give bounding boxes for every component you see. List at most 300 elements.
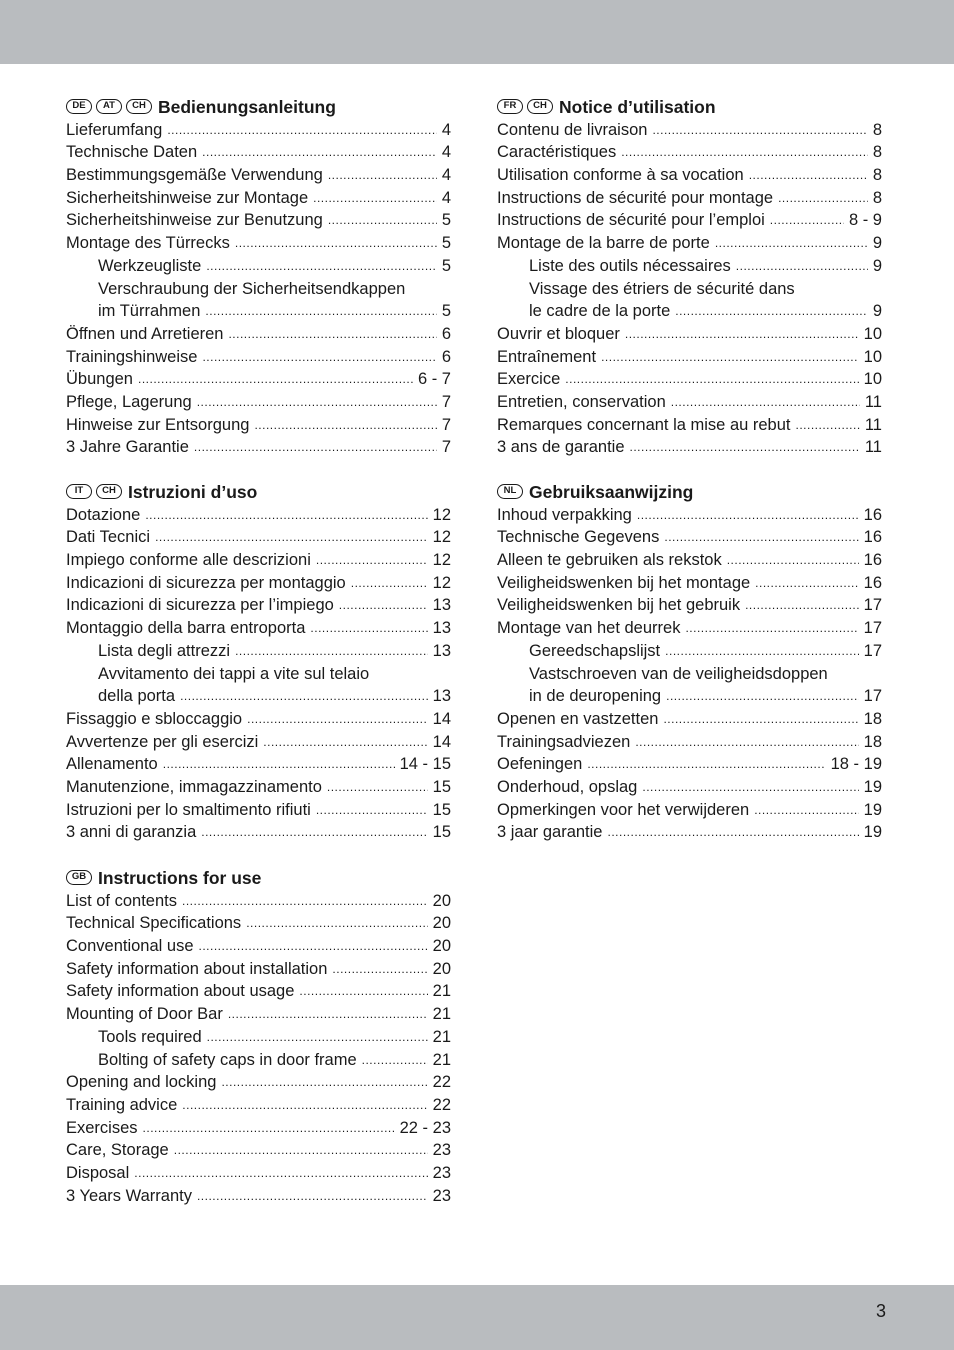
toc-entry [66,774,451,797]
toc-entry-title: Opening and locking [66,1073,217,1092]
toc-entry-title: Entraînement [497,347,597,366]
section-title: Gebruiksaanwijzing [529,482,694,502]
language-badge-icon: NL [497,484,523,499]
dot-leader [228,329,436,339]
dot-leader [652,125,867,135]
toc-entry [66,1092,451,1115]
toc-entry [497,230,882,253]
section-heading [497,478,882,502]
toc-entry [497,615,882,638]
toc-entry-continued: Avvitamento dei tappi a vite sul telaio [98,664,370,683]
toc-entry-page: 15 [432,800,451,819]
toc-entry-page: 13 [432,596,451,615]
toc-entry-title: Lieferumfang [66,120,163,139]
dot-leader [316,805,428,815]
toc-entry-title: Liste des outils nécessaires [529,256,731,275]
toc-entry-title: 3 anni di garanzia [66,823,197,842]
toc-entry [66,1183,451,1206]
toc-entry-page: 22 - 23 [399,1118,451,1137]
dot-leader [666,691,859,701]
section-heading [497,93,882,117]
dot-leader [247,714,428,724]
section-title: Istruzioni d’uso [128,482,258,502]
section-title: Notice d’utilisation [559,97,716,117]
toc-entry-page: 18 - 19 [830,755,882,774]
dot-leader [134,1168,427,1178]
dot-leader [630,442,860,452]
toc-entry-page: 6 [441,324,451,343]
toc-entry-page: 19 [863,800,882,819]
dot-leader [754,805,858,815]
toc-entry-page: 4 [441,143,451,162]
dot-leader [328,170,437,180]
toc-entry [66,547,451,570]
toc-entry-page: 14 [432,732,451,751]
toc-entry [66,593,451,616]
toc-entry-title: Montage van het deurrek [497,619,681,638]
toc-entry-page: 17 [863,687,882,706]
toc-entry [497,684,882,707]
toc-entry [66,1070,451,1093]
toc-entry-title: 3 Jahre Garantie [66,438,189,457]
toc-entry-title: Öffnen und Arretieren [66,324,224,343]
dot-leader [316,555,428,565]
footer-band [0,1285,954,1350]
toc-entry-page: 21 [432,1050,451,1069]
dot-leader [145,510,427,520]
dot-leader [565,374,858,384]
toc-entry-title: Technical Specifications [66,914,242,933]
toc-entry [66,185,451,208]
dot-leader [206,261,436,271]
toc-entry-page: 12 [432,573,451,592]
toc-entry-title: Exercises [66,1118,138,1137]
toc-entry [497,117,882,140]
toc-entry-continued: Vissage des étriers de sécurité dans [529,279,795,298]
toc-entry [497,570,882,593]
language-badges [66,484,122,499]
toc-entry [497,412,882,435]
toc-entry-title: Instructions de sécurité pour l’emploi [497,211,765,230]
toc-entry [66,299,451,322]
toc-entry [66,1160,451,1183]
section-heading [66,93,451,117]
dot-leader [745,600,859,610]
toc-entry-page: 14 [432,709,451,728]
language-badges [497,99,553,114]
toc-entry-page: 10 [863,370,882,389]
toc-entry-title: Impiego conforme alle descrizioni [66,551,311,570]
dot-leader [664,532,858,542]
toc-entry-page: 5 [441,302,451,321]
toc-entry [66,208,451,231]
toc-entry-page: 13 [432,619,451,638]
toc-entry [497,435,882,458]
toc-entry-page: 5 [441,211,451,230]
toc-entry-title: Onderhoud, opslag [497,777,638,796]
dot-leader [770,215,844,225]
toc-entry-title: Indicazioni di sicurezza per l’impiego [66,596,334,615]
dot-leader [201,827,427,837]
toc-entry-page: 16 [863,528,882,547]
toc-entry [497,389,882,412]
toc-entry [497,208,882,231]
toc-entry-title: 3 Years Warranty [66,1186,192,1205]
section-title: Instructions for use [98,868,262,888]
dot-leader [327,782,428,792]
toc-entry [497,140,882,163]
toc-entry [66,1047,451,1070]
toc-entry-title: Dotazione [66,505,141,524]
dot-leader [221,1077,427,1087]
dot-leader [143,1123,395,1133]
toc-entry [497,774,882,797]
dot-leader [174,1145,428,1155]
toc-entry-title: Opmerkingen voor het verwijderen [497,800,750,819]
toc-entry-page: 8 - 9 [848,211,882,230]
toc-entry-page: 22 [432,1073,451,1092]
toc-entry [66,570,451,593]
toc-entry-page: 8 [872,143,882,162]
toc-section-nl [497,478,882,842]
toc-entry-title: Bolting of safety caps in door frame [98,1050,357,1069]
toc-entry [66,162,451,185]
toc-entry [66,615,451,638]
toc-entry [66,321,451,344]
toc-entry-title: Mounting of Door Bar [66,1005,223,1024]
toc-entry-title: Tools required [98,1027,202,1046]
toc-entry [497,299,882,322]
dot-leader [637,510,859,520]
toc-entry-continued: Vastschroeven van de veiligheidsdoppen [529,664,828,683]
toc-entry-page: 18 [863,732,882,751]
toc-entry-page: 20 [432,959,451,978]
toc-entry-page: 8 [872,166,882,185]
toc-entry-page: 19 [863,777,882,796]
toc-entry-page: 8 [872,188,882,207]
language-badge-icon: IT [66,484,92,499]
toc-entry-title: Indicazioni di sicurezza per montaggio [66,573,346,592]
toc-entry [66,117,451,140]
toc-entry-page: 17 [863,619,882,638]
language-badge-icon: GB [66,870,92,885]
toc-entry-title: Veiligheidswenken bij het gebruik [497,596,741,615]
toc-entry-title: Alleen te gebruiken als rekstok [497,551,722,570]
toc-entry-title: Istruzioni per lo smaltimento rifiuti [66,800,311,819]
toc-entry [66,253,451,276]
toc-entry [497,185,882,208]
dot-leader [715,238,868,248]
dot-leader [299,986,427,996]
section-heading [66,478,451,502]
toc-entry-title: Trainingsadviezen [497,732,631,751]
dot-leader [194,442,437,452]
dot-leader [207,1032,428,1042]
dot-leader [235,238,437,248]
toc-entry-page: 23 [432,1163,451,1182]
toc-entry-page: 9 [872,234,882,253]
toc-entry-page: 7 [441,392,451,411]
toc-entry-title: Manutenzione, immagazzinamento [66,777,322,796]
toc-entry-page: 21 [432,1005,451,1024]
dot-leader [685,623,858,633]
toc-entry-page: 21 [432,982,451,1001]
toc-entry-page: 4 [441,166,451,185]
dot-leader [727,555,859,565]
toc-entry-title: List of contents [66,891,177,910]
toc-entry-title: Werkzeugliste [98,256,202,275]
language-badge-icon: AT [96,99,122,114]
dot-leader [635,737,858,747]
toc-entry [66,140,451,163]
dot-leader [263,737,427,747]
toc-entry [497,525,882,548]
toc-entry [66,979,451,1002]
toc-entry-page: 23 [432,1186,451,1205]
toc-entry-title: Hinweise zur Entsorgung [66,415,250,434]
toc-entry-page: 23 [432,1141,451,1160]
toc-entry-title: Montaggio della barra entroporta [66,619,306,638]
toc-entry-page: 20 [432,891,451,910]
toc-entry-page: 13 [432,687,451,706]
dot-leader [351,578,428,588]
toc-entry [497,820,882,843]
toc-entry-title: Contenu de livraison [497,120,648,139]
toc-entry [497,797,882,820]
dot-leader [235,646,428,656]
toc-entry-title: Allenamento [66,755,158,774]
toc-entry [66,729,451,752]
toc-entry [66,230,451,253]
toc-entry [66,933,451,956]
toc-entry-title: Remarques concernant la mise au rebut [497,415,791,434]
toc-section-fr [497,93,882,457]
toc-entry-title: Montage de la barre de porte [497,234,710,253]
toc-entry-page: 14 - 15 [399,755,451,774]
toc-entry [66,956,451,979]
toc-entry [497,502,882,525]
toc-entry-page: 7 [441,415,451,434]
toc-entry-page: 17 [863,641,882,660]
section-title: Bedienungsanleitung [158,97,336,117]
toc-entry-title: Inhoud verpakking [497,505,632,524]
dot-leader [621,147,868,157]
toc-entry-title: Entretien, conservation [497,392,666,411]
language-badge-icon: CH [527,99,553,114]
toc-entry-page: 21 [432,1027,451,1046]
dot-leader [180,691,428,701]
dot-leader [778,193,868,203]
toc-entry [497,321,882,344]
toc-entry-page: 19 [863,823,882,842]
toc-entry [497,367,882,390]
toc-entry [66,797,451,820]
dot-leader [182,1100,427,1110]
language-badges [66,99,152,114]
toc-entry-page: 15 [432,823,451,842]
toc-entry-page: 12 [432,551,451,570]
dot-leader [362,1055,428,1065]
dot-leader [675,306,868,316]
toc-entry-title: Montage des Türrecks [66,234,230,253]
toc-entry-title: Übungen [66,370,133,389]
toc-entry [497,638,882,661]
section-heading [66,864,451,888]
toc-entry-page: 15 [432,777,451,796]
toc-entry [497,253,882,276]
toc-entry-title: Gereedschapslijst [529,641,661,660]
toc-entry-title: Trainingshinweise [66,347,198,366]
toc-entry [66,706,451,729]
dot-leader [310,623,427,633]
toc-entry-title: Care, Storage [66,1141,169,1160]
dot-leader [736,261,868,271]
dot-leader [202,147,437,157]
toc-entry-title: Sicherheitshinweise zur Benutzung [66,211,323,230]
toc-entry-page: 9 [872,256,882,275]
toc-entry-page: 13 [432,641,451,660]
dot-leader [254,420,436,430]
toc-entry-page: 5 [441,256,451,275]
toc-entry-title: Sicherheitshinweise zur Montage [66,188,309,207]
dot-leader [796,420,860,430]
toc-entry-page: 18 [863,709,882,728]
dot-leader [197,397,437,407]
toc-entry [66,525,451,548]
toc-entry [66,389,451,412]
toc-entry-title: Avvertenze per gli esercizi [66,732,259,751]
toc-entry-title: Caractéristiques [497,143,617,162]
toc-entry-continued: Verschraubung der Sicherheitsendkappen [98,279,406,298]
toc-entry-title: Fissaggio e sbloccaggio [66,709,243,728]
toc-entry-page: 17 [863,596,882,615]
toc-entry [66,638,451,661]
dot-leader [155,532,428,542]
toc-entry [66,684,451,707]
toc-entry [66,412,451,435]
toc-entry [66,1115,451,1138]
dot-leader [163,759,395,769]
toc-entry-title: della porta [98,687,176,706]
dot-leader [205,306,436,316]
toc-entry [66,888,451,911]
toc-entry-page: 4 [441,120,451,139]
dot-leader [197,1191,428,1201]
toc-entry-page: 10 [863,347,882,366]
toc-entry-title: Veiligheidswenken bij het montage [497,573,751,592]
toc-entry [497,729,882,752]
language-badge-icon: DE [66,99,92,114]
toc-entry-page: 12 [432,528,451,547]
language-badge-icon: CH [96,484,122,499]
toc-entry-page: 16 [863,573,882,592]
toc-entry-title: Exercice [497,370,561,389]
toc-entry-title: Instructions de sécurité pour montage [497,188,774,207]
toc-entry-title: Oefeningen [497,755,583,774]
toc-entry-page: 6 - 7 [417,370,451,389]
dot-leader [228,1009,428,1019]
toc-entry-title: le cadre de la porte [529,302,671,321]
dot-leader [642,782,858,792]
dot-leader [339,600,428,610]
dot-leader [625,329,859,339]
toc-entry-page: 16 [863,551,882,570]
toc-entry-title: Lista degli attrezzi [98,641,231,660]
dot-leader [665,646,858,656]
toc-entry-page: 20 [432,937,451,956]
toc-entry-page: 20 [432,914,451,933]
dot-leader [587,759,825,769]
toc-section-gb [66,864,451,1206]
dot-leader [202,352,436,362]
dot-leader [601,352,859,362]
dot-leader [246,918,427,928]
toc-entry-title: Openen en vastzetten [497,709,659,728]
toc-entry-page: 8 [872,120,882,139]
toc-entry-page: 5 [441,234,451,253]
toc-entry [66,344,451,367]
dot-leader [755,578,858,588]
toc-entry [66,1024,451,1047]
toc-entry-page: 16 [863,505,882,524]
toc-entry [66,1001,451,1024]
dot-leader [328,215,437,225]
toc-entry [497,593,882,616]
toc-entry-title: Technische Daten [66,143,198,162]
toc-entry-page: 11 [864,392,882,411]
dot-leader [749,170,868,180]
dot-leader [608,827,859,837]
toc-entry-title: Disposal [66,1163,130,1182]
toc-entry-title: im Türrahmen [98,302,201,321]
dot-leader [663,714,858,724]
language-badge-icon: CH [126,99,152,114]
toc-entry [497,547,882,570]
dot-leader [199,941,428,951]
toc-section-it [66,478,451,842]
toc-entry [66,820,451,843]
toc-entry [497,162,882,185]
language-badge-icon: FR [497,99,523,114]
dot-leader [167,125,437,135]
toc-entry-title: in de deuropening [529,687,662,706]
dot-leader [332,964,427,974]
toc-entry [66,367,451,390]
toc-entry-title: Bestimmungsgemäße Verwendung [66,166,323,185]
dot-leader [182,896,428,906]
header-band [0,0,954,64]
toc-entry-page: 6 [441,347,451,366]
toc-entry-title: Pflege, Lagerung [66,392,192,411]
toc-section-de [66,93,451,457]
toc-entry-page: 7 [441,438,451,457]
toc-entry-title: Training advice [66,1095,178,1114]
language-badges [66,870,92,885]
toc-entry-page: 11 [864,415,882,434]
toc-entry-page: 9 [872,302,882,321]
toc-entry [66,752,451,775]
language-badges [497,484,523,499]
toc-entry-title: Technische Gegevens [497,528,660,547]
dot-leader [138,374,413,384]
dot-leader [313,193,437,203]
toc-entry-page: 12 [432,505,451,524]
toc-entry-page: 22 [432,1095,451,1114]
toc-entry [66,435,451,458]
toc-entry [497,752,882,775]
toc-entry-title: 3 ans de garantie [497,438,625,457]
toc-entry [66,1138,451,1161]
